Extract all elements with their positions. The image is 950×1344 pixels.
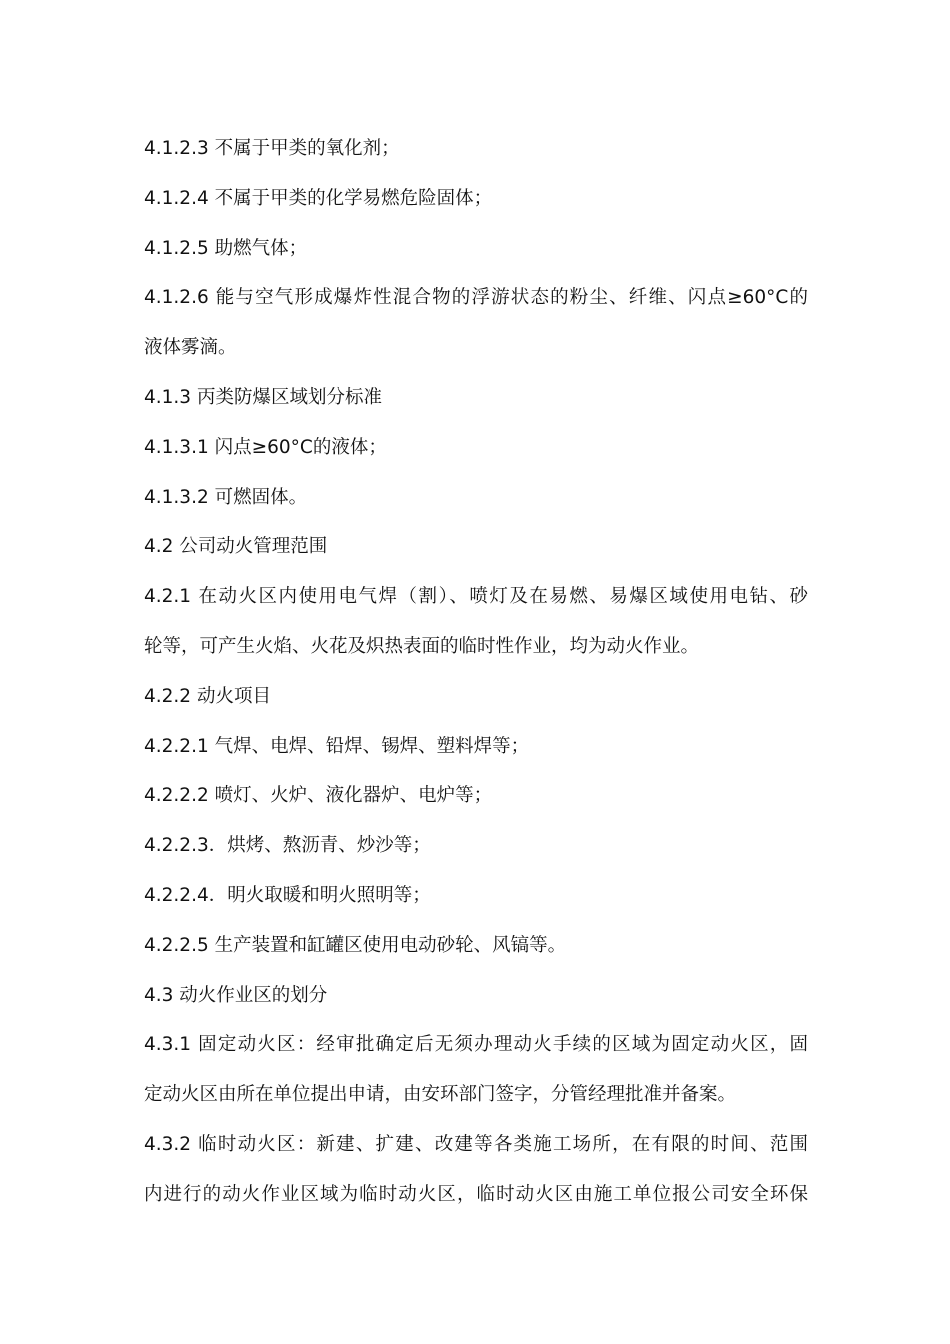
- text-line: 4.2.2.1 气焊、电焊、铅焊、锡焊、塑料焊等；: [144, 735, 530, 757]
- text-line: 4.2.1 在动火区内使用电气焊（割）、喷灯及在易燃、易爆区域使用电钻、砂: [144, 586, 808, 608]
- text-line: 轮等，可产生火焰、火花及炽热表面的临时性作业，均为动火作业。: [144, 635, 700, 657]
- text-line: 4.3.1 固定动火区：经审批确定后无须办理动火手续的区域为固定动火区，固: [144, 1034, 808, 1056]
- text-line: 4.2.2.4．明火取暖和明火照明等；: [144, 884, 431, 906]
- text-line: 4.1.2.6 能与空气形成爆炸性混合物的浮游状态的粉尘、纤维、闪点≥60°C的: [144, 287, 808, 309]
- text-line: 4.1.2.5 助燃气体；: [144, 237, 308, 259]
- section-heading: 4.2 公司动火管理范围: [144, 536, 328, 558]
- text-line: 4.2.2.3．烘烤、熬沥青、炒沙等；: [144, 835, 431, 857]
- text-line: 内进行的动火作业区域为临时动火区，临时动火区由施工单位报公司安全环保: [144, 1183, 808, 1205]
- text-line: 4.2.2.5 生产装置和缸罐区使用电动砂轮、风镐等。: [144, 934, 567, 956]
- section-heading: 4.2.2 动火项目: [144, 685, 271, 707]
- text-line: 4.3.2 临时动火区：新建、扩建、改建等各类施工场所，在有限的时间、范围: [144, 1133, 808, 1155]
- text-line: 4.2.2.2 喷灯、火炉、液化器炉、电炉等；: [144, 785, 493, 807]
- section-heading: 4.3 动火作业区的划分: [144, 984, 328, 1006]
- section-heading: 4.1.3 丙类防爆区域划分标准: [144, 386, 382, 408]
- text-line: 液体雾滴。: [144, 337, 237, 359]
- text-line: 4.1.3.2 可燃固体。: [144, 486, 308, 508]
- text-line: 定动火区由所在单位提出申请，由安环部门签字，分管经理批准并备案。: [144, 1084, 737, 1106]
- document-body: [144, 124, 808, 1220]
- text-line: 4.1.2.3 不属于甲类的氧化剂；: [144, 138, 400, 159]
- text-line: 4.1.3.1 闪点≥60°C的液体；: [144, 436, 387, 458]
- text-line: 4.1.2.4 不属于甲类的化学易燃危险固体；: [144, 187, 493, 209]
